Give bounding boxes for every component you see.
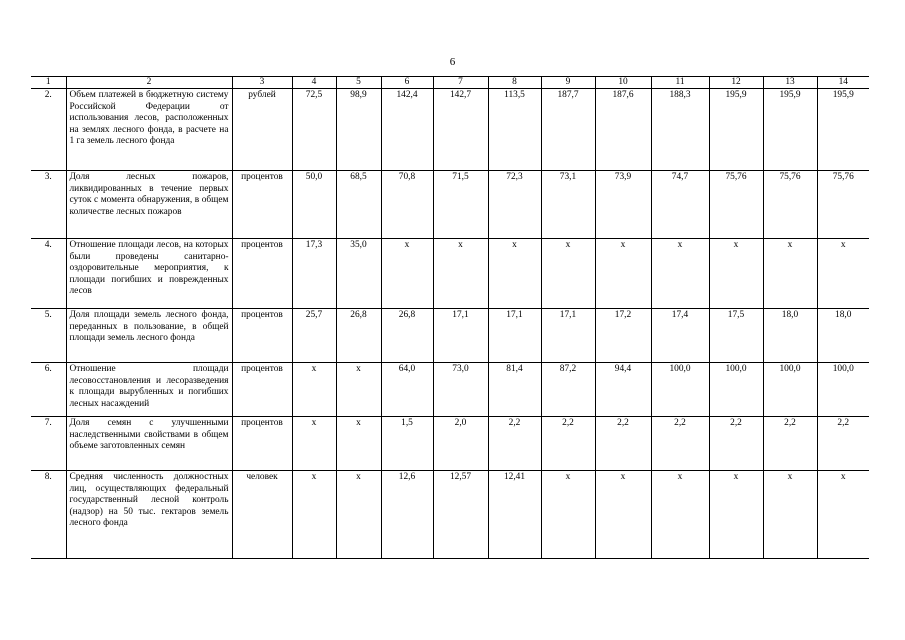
indicator-value: 17,3 — [292, 239, 336, 309]
indicator-value: x — [817, 239, 869, 309]
column-header: 14 — [817, 77, 869, 89]
indicator-name: Отношение площади лесовосстановления и лесоразведения к площади вырубленных и погибших лесных насаждений — [66, 363, 232, 417]
column-header: 3 — [232, 77, 292, 89]
indicator-value: 17,1 — [433, 309, 488, 363]
indicator-value: x — [709, 471, 763, 559]
indicator-value: 2,0 — [433, 417, 488, 471]
indicator-value: 87,2 — [541, 363, 595, 417]
indicator-value: x — [541, 239, 595, 309]
unit-of-measure: человек — [232, 471, 292, 559]
indicator-value: 195,9 — [763, 89, 817, 171]
indicator-value: 2,2 — [763, 417, 817, 471]
indicator-name: Доля лесных пожаров, ликвидированных в течение первых суток с момента обнаружения, в общем количестве лесных пожаров — [66, 171, 232, 239]
unit-of-measure: процентов — [232, 239, 292, 309]
indicator-value: 17,2 — [595, 309, 651, 363]
indicator-name: Отношение площади лесов, на которых были проведены санитарно-оздоровительные мероприятия, к площади погибших и поврежденных лесов — [66, 239, 232, 309]
column-header: 4 — [292, 77, 336, 89]
indicator-value: 1,5 — [381, 417, 433, 471]
indicator-value: x — [336, 417, 381, 471]
indicator-value: 187,7 — [541, 89, 595, 171]
indicator-value: 72,3 — [488, 171, 541, 239]
row-number: 2. — [31, 89, 66, 171]
indicator-value: x — [433, 239, 488, 309]
column-header: 10 — [595, 77, 651, 89]
indicator-value: 100,0 — [763, 363, 817, 417]
indicator-value: 73,1 — [541, 171, 595, 239]
indicator-value: 25,7 — [292, 309, 336, 363]
indicator-value: x — [709, 239, 763, 309]
indicator-value: 71,5 — [433, 171, 488, 239]
indicator-value: 17,1 — [541, 309, 595, 363]
unit-of-measure: процентов — [232, 309, 292, 363]
indicator-value: 12,57 — [433, 471, 488, 559]
column-header: 2 — [66, 77, 232, 89]
indicator-value: 81,4 — [488, 363, 541, 417]
indicator-value: 75,76 — [817, 171, 869, 239]
unit-of-measure: процентов — [232, 363, 292, 417]
indicator-value: 26,8 — [336, 309, 381, 363]
indicator-value: x — [651, 471, 709, 559]
indicator-value: 12,6 — [381, 471, 433, 559]
indicator-value: 72,5 — [292, 89, 336, 171]
indicator-value: 17,5 — [709, 309, 763, 363]
row-number: 7. — [31, 417, 66, 471]
indicator-value: 2,2 — [541, 417, 595, 471]
indicator-value: 73,0 — [433, 363, 488, 417]
indicator-value: x — [381, 239, 433, 309]
indicator-value: 2,2 — [595, 417, 651, 471]
indicator-value: 2,2 — [709, 417, 763, 471]
indicator-value: x — [763, 471, 817, 559]
indicator-value: x — [541, 471, 595, 559]
column-header: 5 — [336, 77, 381, 89]
indicators-table — [31, 76, 869, 559]
row-number: 6. — [31, 363, 66, 417]
indicator-name: Объем платежей в бюджетную систему Российской Федерации от использования лесов, расположенных на землях лесного фонда, в расчете на 1 га земель лесного фонда — [66, 89, 232, 171]
column-header: 7 — [433, 77, 488, 89]
indicator-value: 35,0 — [336, 239, 381, 309]
indicator-value: 100,0 — [817, 363, 869, 417]
indicator-value: 50,0 — [292, 171, 336, 239]
column-header: 6 — [381, 77, 433, 89]
indicator-name: Доля семян с улучшенными наследственными свойствами в общем объеме заготовленных семян — [66, 417, 232, 471]
unit-of-measure: процентов — [232, 417, 292, 471]
indicator-value: 68,5 — [336, 171, 381, 239]
indicator-name: Доля площади земель лесного фонда, переданных в пользование, в общей площади земель лесного фонда — [66, 309, 232, 363]
indicator-value: 73,9 — [595, 171, 651, 239]
row-number: 5. — [31, 309, 66, 363]
indicator-value: 195,9 — [709, 89, 763, 171]
indicator-value: 195,9 — [817, 89, 869, 171]
page-number: 6 — [449, 56, 456, 68]
indicator-value: x — [488, 239, 541, 309]
indicator-value: 75,76 — [763, 171, 817, 239]
indicator-value: 17,4 — [651, 309, 709, 363]
table-row — [31, 417, 869, 471]
indicator-value: x — [595, 239, 651, 309]
indicator-value: 12,41 — [488, 471, 541, 559]
table-body — [31, 89, 869, 559]
column-header: 1 — [31, 77, 66, 89]
column-header: 9 — [541, 77, 595, 89]
indicator-value: 188,3 — [651, 89, 709, 171]
table-row — [31, 89, 869, 171]
indicator-value: 75,76 — [709, 171, 763, 239]
indicator-name: Средняя численность должностных лиц, осуществляющих федеральный государственный лесной контроль (надзор) на 50 тыс. гектаров земель лесного фонда — [66, 471, 232, 559]
indicator-value: 2,2 — [651, 417, 709, 471]
indicator-value: x — [292, 363, 336, 417]
indicator-value: 142,7 — [433, 89, 488, 171]
column-header: 12 — [709, 77, 763, 89]
indicator-value: x — [292, 417, 336, 471]
column-header: 8 — [488, 77, 541, 89]
indicator-value: 2,2 — [488, 417, 541, 471]
indicator-value: 142,4 — [381, 89, 433, 171]
indicator-value: 18,0 — [763, 309, 817, 363]
indicator-value: 94,4 — [595, 363, 651, 417]
row-number: 3. — [31, 171, 66, 239]
indicator-value: x — [292, 471, 336, 559]
indicator-value: 18,0 — [817, 309, 869, 363]
unit-of-measure: рублей — [232, 89, 292, 171]
indicator-value: x — [336, 471, 381, 559]
indicator-value: 98,9 — [336, 89, 381, 171]
column-header: 13 — [763, 77, 817, 89]
row-number: 4. — [31, 239, 66, 309]
table-row — [31, 309, 869, 363]
column-header: 11 — [651, 77, 709, 89]
indicator-value: x — [817, 471, 869, 559]
indicator-value: 100,0 — [709, 363, 763, 417]
indicator-value: 17,1 — [488, 309, 541, 363]
table-row — [31, 363, 869, 417]
table-row — [31, 239, 869, 309]
indicator-value: 113,5 — [488, 89, 541, 171]
indicator-value: 100,0 — [651, 363, 709, 417]
indicator-value: 74,7 — [651, 171, 709, 239]
indicator-value: x — [651, 239, 709, 309]
table-row — [31, 171, 869, 239]
table-header-row — [31, 77, 869, 89]
indicator-value: x — [336, 363, 381, 417]
row-number: 8. — [31, 471, 66, 559]
indicator-value: x — [763, 239, 817, 309]
indicator-value: 187,6 — [595, 89, 651, 171]
unit-of-measure: процентов — [232, 171, 292, 239]
table-row — [31, 471, 869, 559]
indicator-value: x — [595, 471, 651, 559]
indicator-value: 2,2 — [817, 417, 869, 471]
indicator-value: 70,8 — [381, 171, 433, 239]
indicator-value: 64,0 — [381, 363, 433, 417]
indicator-value: 26,8 — [381, 309, 433, 363]
